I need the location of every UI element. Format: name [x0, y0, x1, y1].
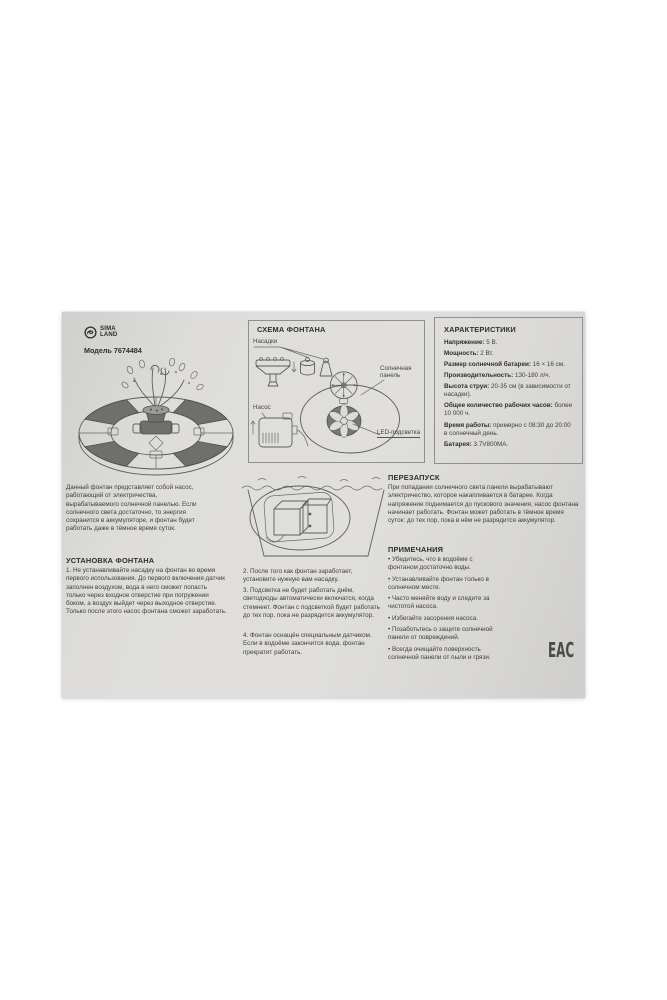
- schema-title: СХЕМА ФОНТАНА: [257, 325, 326, 334]
- intro-paragraph: Данный фонтан представляет собой насос, работающий от электричества, вырабатываемого солнечной панелью. Если солнечного света достаточно, то энергия сохранится в аккумуляторе, и фонтан будет работать даже в тёмное время суток.: [66, 484, 197, 533]
- specs-title: ХАРАКТЕРИСТИКИ: [444, 325, 516, 334]
- brand-logo: [84, 326, 117, 339]
- note-item: • Позаботьтесь о защите солнечной панели от повреждений.: [388, 626, 493, 642]
- installation-title: УСТАНОВКА ФОНТАНА: [66, 556, 155, 565]
- schema-box: [248, 320, 425, 463]
- specs-box: [434, 317, 583, 464]
- notes-title: ПРИМЕЧАНИЯ: [388, 545, 444, 554]
- brand-name-line1: SIMA: [100, 325, 116, 332]
- note-item: • Убедитесь, что в водоёме с фонтаном достаточно воды.: [388, 556, 473, 572]
- eac-mark: EAC: [548, 640, 575, 664]
- sima-land-logo-icon: [84, 326, 97, 339]
- step-2: 2. После того как фонтан заработает, установите нужную вам насадку.: [243, 568, 353, 584]
- installation-step-1: 1. Не устанавливайте насадку на фонтан во время первого использования. До первого включения датчик заполнен воздухом, вода в него сможет попасть только через входное отверстие при погружении боком, а воздух выйдет через выходное отверстие. Только после этого насос фонтана сможет заработать.: [66, 567, 227, 616]
- instruction-sheet: [62, 312, 585, 698]
- led-light-label: LED-подсветка: [377, 429, 421, 436]
- spec-voltage: Напряжение: 5 В.: [444, 339, 498, 346]
- restart-paragraph: При попадании солнечного света панели вырабатывают электричество, которое накапливается в батарее. Когда напряжение поднимается до пускового значения, насос фонтана начинает работать. Фонтан может работать в тёмное время суток: до тех пор, пока в нём не разрядится аккумулятор.: [388, 484, 579, 525]
- spec-flow-rate: Производительность: 130-180 л/ч.: [444, 372, 551, 380]
- spec-jet-height: Высота струи: 20-35 см (в зависимости от насадки).: [444, 383, 571, 399]
- model-number: Модель 7674484: [84, 346, 142, 355]
- notes-list: [388, 556, 498, 665]
- restart-title: ПЕРЕЗАПУСК: [388, 473, 440, 482]
- step-4: 4. Фонтан оснащён специальным датчиком. Если в водоёме закончится вода, фонтан прекратит работать.: [243, 632, 372, 656]
- fountain-product-illustration: [68, 358, 248, 482]
- note-item: • Всегда очищайте поверхность солнечной панели от пыли и грязи.: [388, 645, 491, 661]
- pump-label: Насос: [253, 404, 271, 411]
- basin-illustration: [240, 458, 392, 562]
- spec-power: Мощность: 2 Вт.: [444, 350, 494, 358]
- spec-battery: Батарея: 3.7V800MA.: [444, 440, 509, 448]
- note-item: • Часто меняйте воду и следите за чистотой насоса.: [388, 595, 490, 611]
- nozzles-label: Насадки: [253, 338, 278, 345]
- brand-name: [100, 327, 117, 339]
- brand-name-line2: LAND: [100, 331, 118, 338]
- spec-panel-size: Размер солнечной батареи: 16 × 16 см.: [444, 361, 565, 369]
- note-item: • Избегайте засорения насоса.: [388, 614, 478, 622]
- spec-working-hours: Общее количество рабочих часов: более 10 000 ч.: [444, 402, 573, 418]
- spec-operating-time: Время работы: примерно с 08:30 до 20:00 в солнечный день.: [444, 421, 571, 437]
- note-item: • Устанавливайте фонтан только в солнечном месте.: [388, 575, 489, 591]
- step-3: 3. Подсветка не будет работать днём, светодиоды автоматически включатся, когда стемнеет. Фонтан с подсветкой будет работать до тех пор, пока не разрядится аккумулятор.: [243, 587, 380, 619]
- solar-panel-label: Солнечная панель: [380, 365, 412, 379]
